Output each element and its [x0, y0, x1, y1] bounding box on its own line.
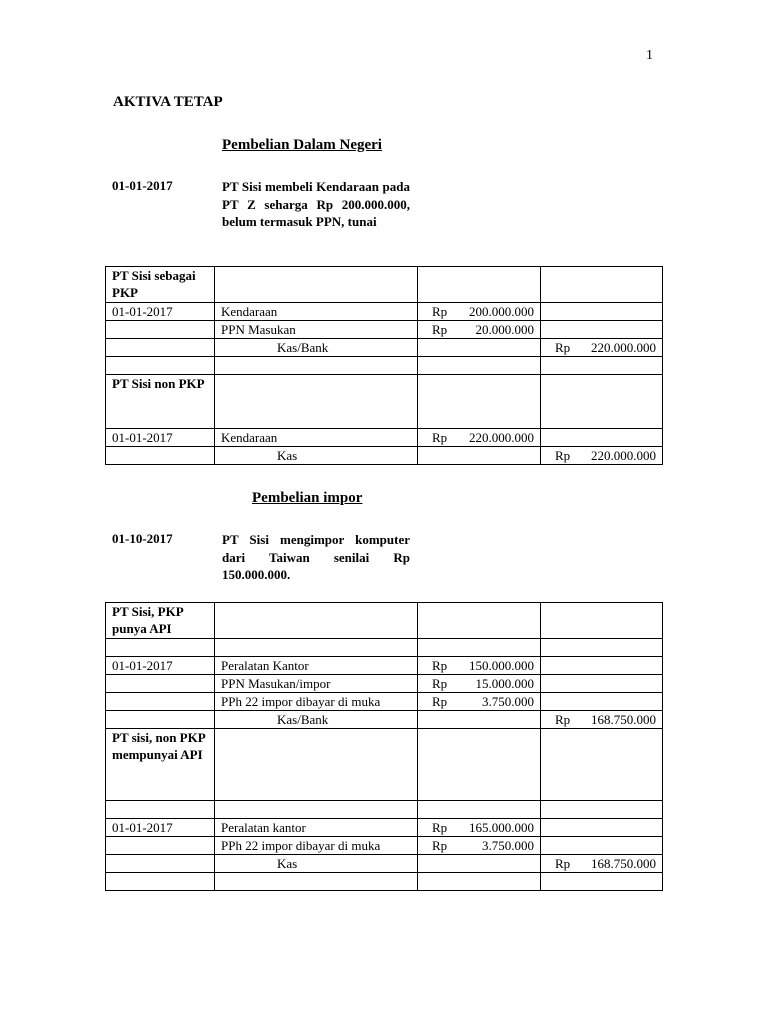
table-row: 01-01-2017 Peralatan kantor Rp 165.000.000: [106, 819, 663, 837]
table-row: Kas Rp 168.750.000: [106, 855, 663, 873]
section-heading-domestic: Pembelian Dalam Negeri: [222, 137, 382, 153]
transaction-date: 01-01-2017: [112, 178, 173, 193]
table-header-label: PT sisi, non PKP mempunyai API: [106, 729, 215, 801]
table-row: 01-01-2017 Peralatan Kantor Rp 150.000.000: [106, 657, 663, 675]
table-header-label: PT Sisi non PKP: [106, 375, 215, 429]
table-row: PPN Masukan/impor Rp 15.000.000: [106, 675, 663, 693]
section-heading-import: Pembelian impor: [252, 490, 363, 506]
table-row: PPh 22 impor dibayar di muka Rp 3.750.000: [106, 693, 663, 711]
table-row: PPN Masukan Rp 20.000.000: [106, 321, 663, 339]
transaction-date: 01-10-2017: [112, 531, 173, 546]
table-row: 01-01-2017 Kendaraan Rp 220.000.000: [106, 429, 663, 447]
transaction-description: PT Sisi membeli Kendaraan pada PT Z seharga Rp 200.000.000, belum termasuk PPN, tunai: [222, 179, 410, 229]
table-header-label: PT Sisi sebagai PKP: [106, 267, 215, 303]
transaction-description: PT Sisi mengimpor komputer dari Taiwan senilai Rp 150.000.000.: [222, 532, 410, 582]
page-title: AKTIVA TETAP: [113, 94, 223, 110]
journal-table-pkp: [105, 266, 663, 465]
table-header-label: PT Sisi, PKP punya API: [106, 603, 215, 639]
table-row: Kas/Bank Rp 168.750.000: [106, 711, 663, 729]
table-row: Kas/Bank Rp 220.000.000: [106, 339, 663, 357]
page-number: 1: [646, 48, 653, 63]
table-row: Kas Rp 220.000.000: [106, 447, 663, 465]
table-row: 01-01-2017 Kendaraan Rp 200.000.000: [106, 303, 663, 321]
table-row: PPh 22 impor dibayar di muka Rp 3.750.000: [106, 837, 663, 855]
journal-table-import-pkp: [105, 602, 663, 891]
